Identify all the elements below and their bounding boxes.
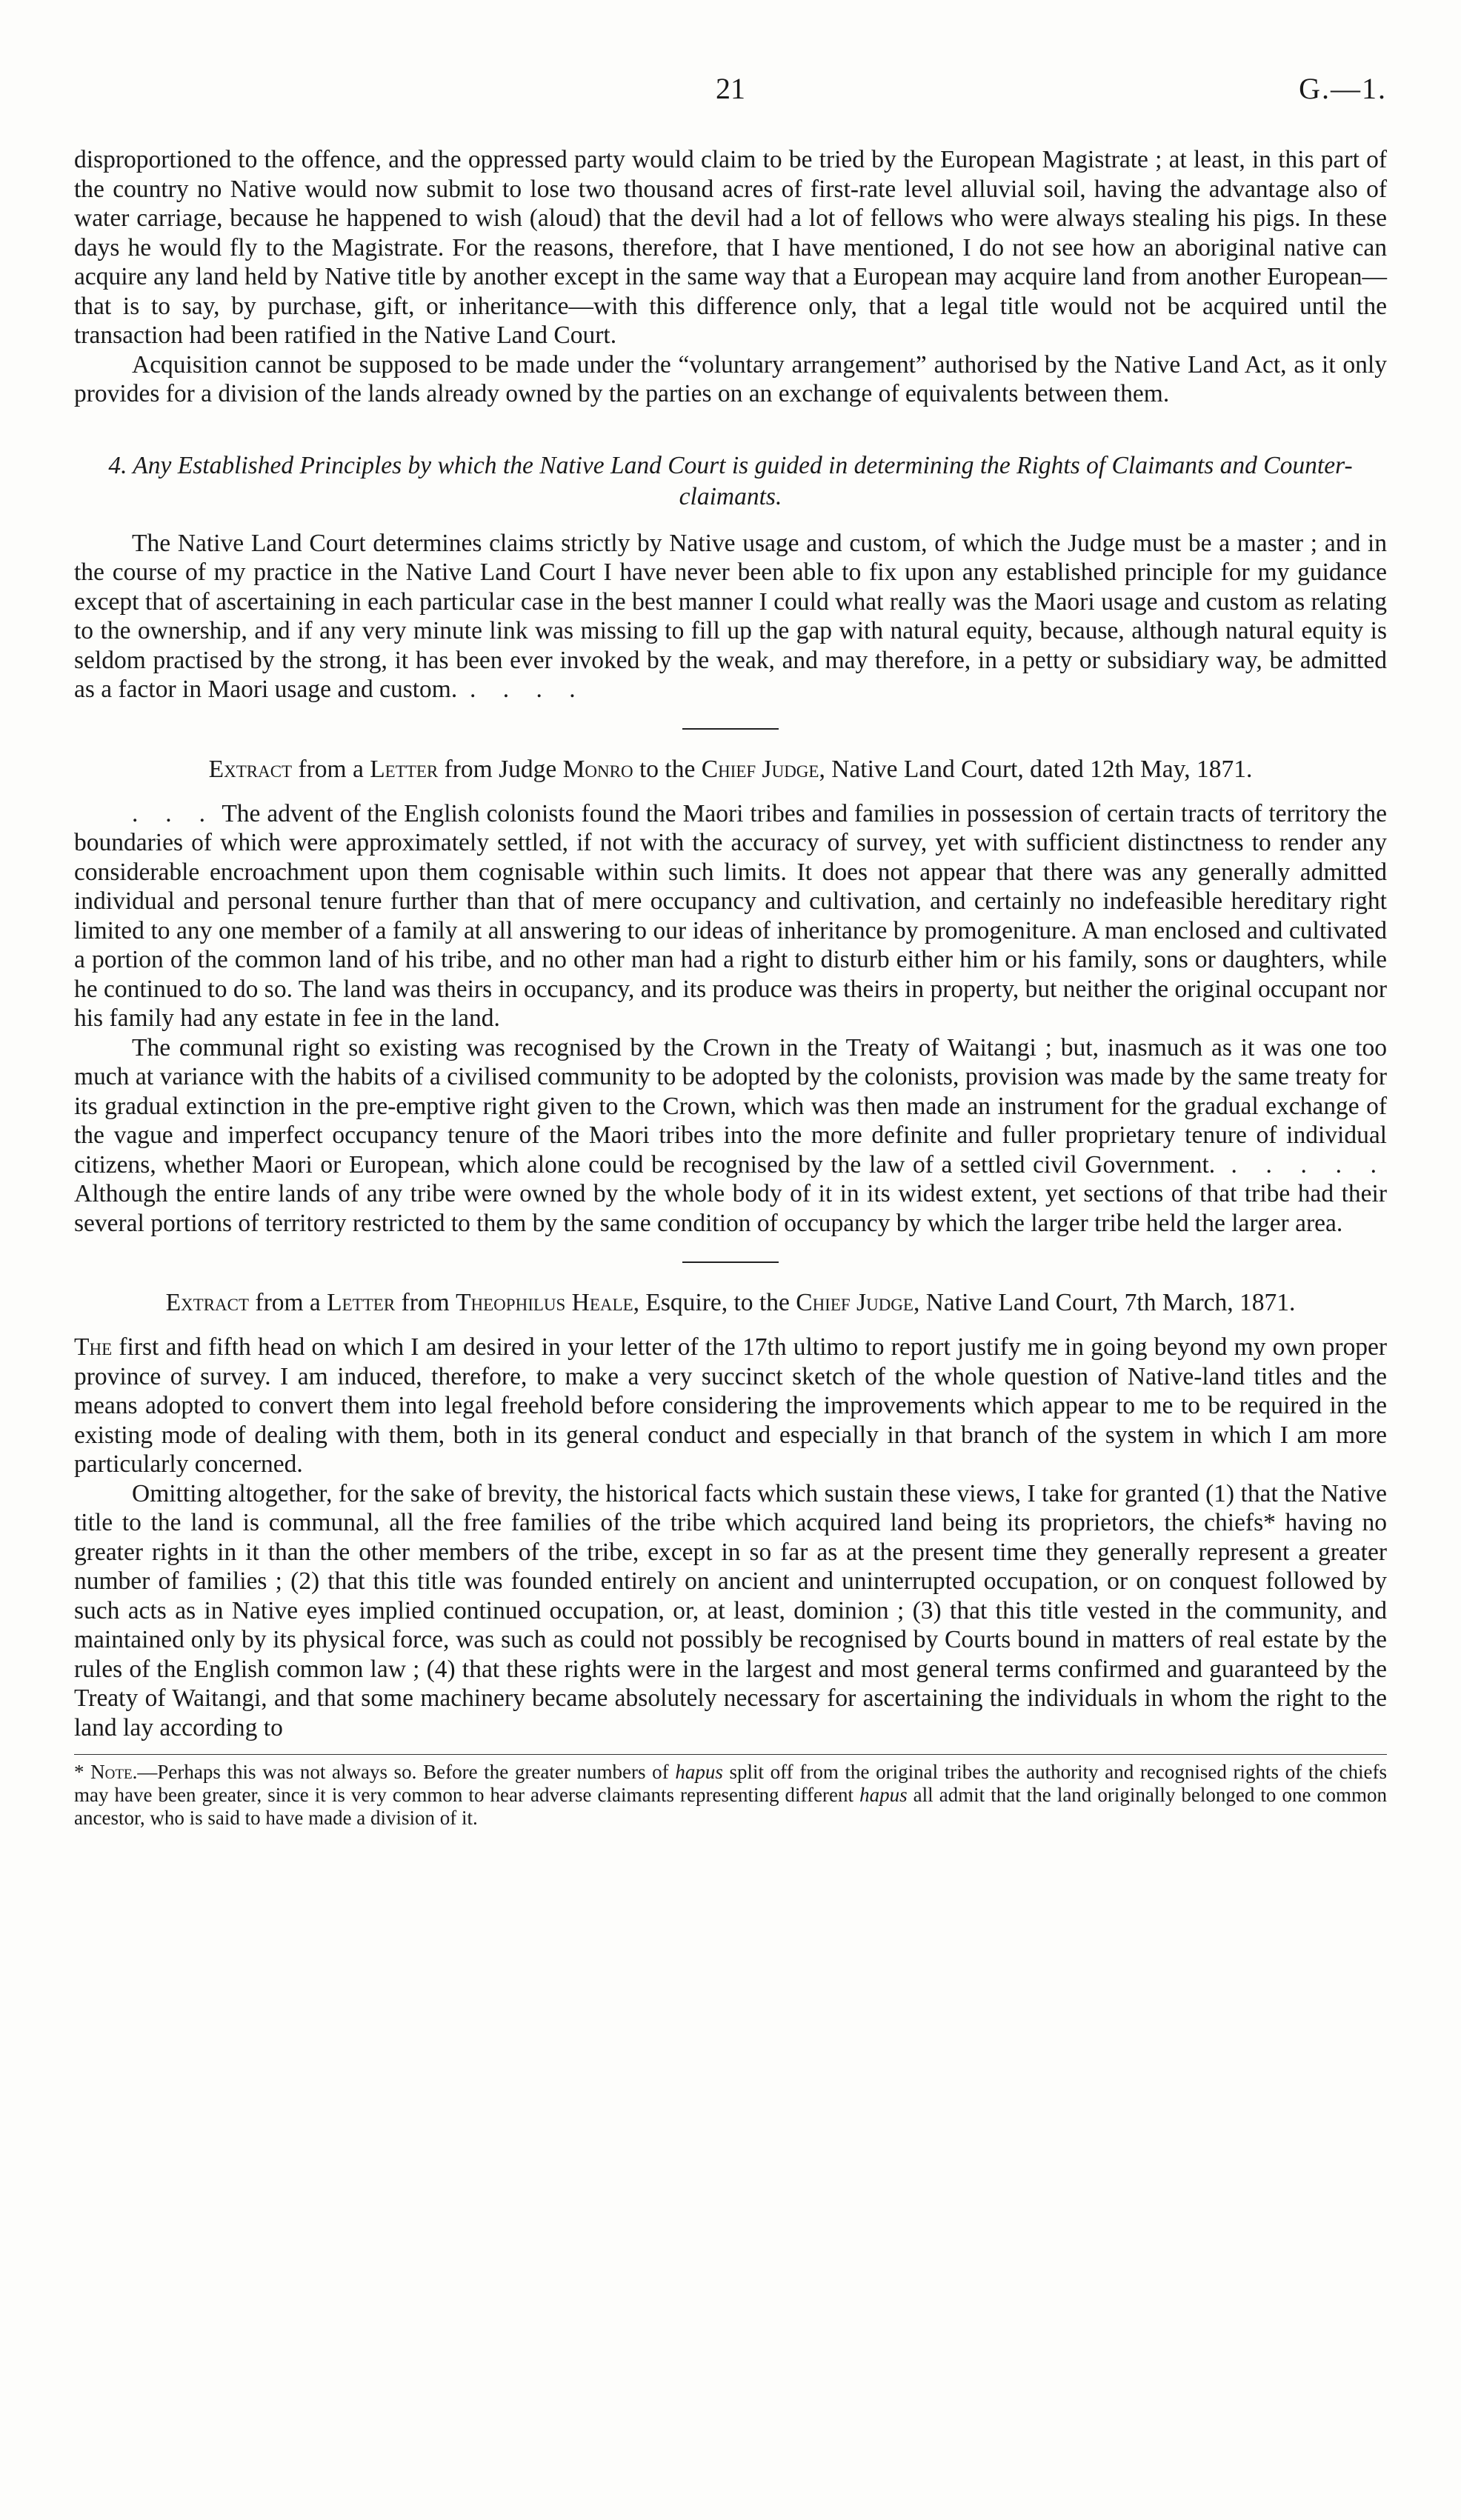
section-heading-4: 4. Any Established Principles by which the Native Land Court is guided in determining the Rights of Claimants and Counter-claimants. [108,451,1353,510]
paragraph-acquisition: Acquisition cannot be supposed to be made under the “voluntary arrangement” authorised by the Native Land Act, as it only provides for a division of the lands already owned by the parties on an exchange of equivalents between them. [74,350,1387,407]
extract-heading-heale: Extract from a Letter from Theophilus Heale, Esquire, to the Chief Judge, Native Land Court, 7th March, 1871. [165,1289,1296,1316]
monro-paragraph-2: The communal right so existing was recognised by the Crown in the Treaty of Waitangi ; but, inasmuch as it was one too much at variance with the habits of a civilised community to be adopted by the colonists, provision was made by the same treaty for its gradual extinction in the pre-emptive right given to the Crown, which was then made an instrument for the gradual exchange of the vague and imperfect occupancy tenure of the Maori tribes into the more definite and fuller proprietary tenure of individual citizens, whether Maori or European, which alone could be recognised by the law of a settled civil Government. . . . . . Although the entire lands of any tribe were owned by the whole body of it in its widest extent, yet sections of that tribe had their several portions of territory restricted to them by the same condition of occupancy by which the larger tribe held the larger area. [74,1033,1387,1237]
paragraph-continued: disproportioned to the offence, and the oppressed party would claim to be tried by the European Magistrate ; at least, in this part of the country no Native would now submit to lose two thousand acres of first-rate level alluvial soil, having the advantage also of water carriage, because he happened to wish (aloud) that the devil had a lot of fellows who were always stealing his pigs. In these days he would fly to the Magistrate. For the reasons, therefore, that I have mentioned, I do not see how an aboriginal native can acquire any land held by Native title by another except in the same way that a European may acquire land from another European—that is to say, by purchase, gift, or inheritance—with this difference only, that a legal title would not be acquired until the transaction had been ratified in the Native Land Court. [74,146,1387,349]
ellipsis: . . . . . [1231,1150,1387,1179]
extract-heading-monro: Extract from a Letter from Judge Monro to the Chief Judge, Native Land Court, dated 12th May, 1871. [208,755,1253,783]
document-body [74,145,1387,1830]
ellipsis: . . . . [469,676,586,703]
page-number: 21 [716,72,745,105]
section-4-paragraph [74,529,1387,704]
ellipsis: . . . [132,799,216,827]
page-header [74,71,1387,116]
divider [682,728,779,730]
heale-paragraph-1: The first and fifth head on which I am desired in your letter of the 17th ultimo to report justify me in going beyond my own proper province of survey. I am induced, therefore, to make a very succinct sketch of the whole question of Native-land titles and the means adopted to convert them into legal freehold before considering the improvements which appear to me to be required in the existing mode of dealing with them, both in its general conduct and especially in that branch of the system in which I am more particularly concerned. [74,1333,1388,1478]
monro-paragraph-1: . . . The advent of the English colonists found the Maori tribes and families in possession of certain tracts of territory the boundaries of which were approximately settled, if not with the accuracy of survey, yet with sufficient distinctness to render any considerable encroachment upon them cognisable within such limits. It does not appear that there was any generally admitted individual and personal tenure further than that of mere occupancy and cultivation, and certainly no indefeasible hereditary right limited to any one member of a family at all answering to our ideas of inheritance by promogeniture. A man enclosed and cultivated a portion of the common land of his tribe, and no other man had a right to disturb either him or his family, sons or daughters, while he continued to do so. The land was theirs in occupancy, and its produce was theirs in property, but neither the original occupant nor his family had any estate in fee in the land. [74,799,1387,1032]
section-4-text: The Native Land Court determines claims strictly by Native usage and custom, of which the Judge must be a master ; and in the course of my practice in the Native Land Court I have never been able to fix upon any established principle for my guidance except that of ascertaining in each particular case in the best manner I could what really was the Maori usage and custom as relating to the ownership, and if any very minute link was missing to fill up the gap with natural equity, because, although natural equity is seldom practised by the strong, it has been ever invoked by the weak, and may therefore, in a petty or subsidiary way, be admitted as a factor in Maori usage and custom. [74,529,1387,703]
heale-paragraph-2: Omitting altogether, for the sake of brevity, the historical facts which sustain these views, I take for granted (1) that the Native title to the land is communal, all the free families of the tribe which acquired land being its proprietors, the chiefs* having no greater rights in it than the other members of the tribe, except in so far as at the present time they generally represent a greater number of families ; (2) that this title was founded entirely on ancient and uninterrupted occupation, or on conquest followed by such acts as in Native eyes implied continued occupation, or, at least, dominion ; (3) that this title vested in the community, and maintained only by its physical force, was such as could not possibly be recognised by Courts bound in matters of real estate by the rules of the English common law ; (4) that these rights were in the largest and most general terms confirmed and guaranteed by the Treaty of Waitangi, and that some machinery became absolutely necessary for ascertaining the individuals in whom the right to the land lay according to [74,1479,1387,1741]
document-code: G.—1. [1299,72,1387,105]
footnote-rule [74,1754,1387,1755]
footnote: * Note.—Perhaps this was not always so. Before the greater numbers of hapus split off from the original tribes the authority and recognised rights of the chiefs may have been greater, since it is very common to hear adverse claimants representing different hapus all admit that the land originally belonged to one common ancestor, who is said to have made a division of it. [74,1761,1388,1829]
divider [682,1261,779,1263]
